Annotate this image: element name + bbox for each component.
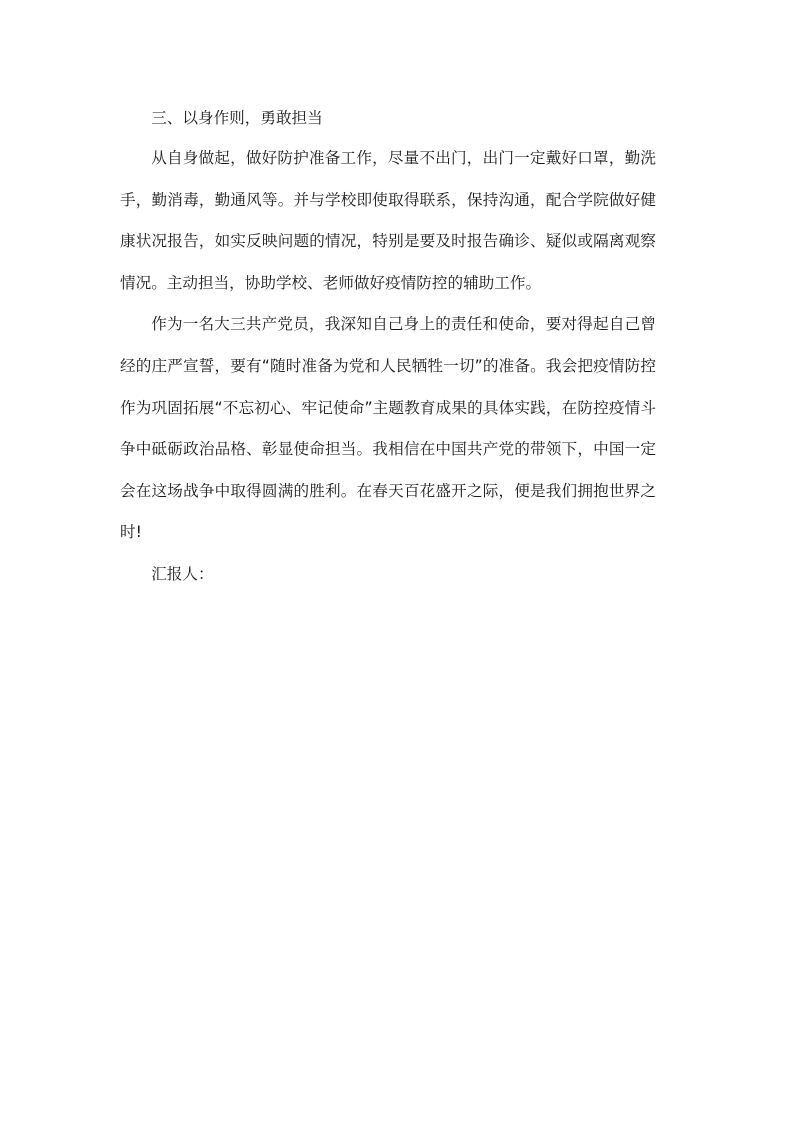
reporter-label: 汇报人： [151,564,214,583]
section-heading: 三、以身作则，勇敢担当 [151,109,323,127]
document-body [120,102,656,596]
paragraph-party-member-responsibility: 作为一名大三共产党员，我深知自己身上的责任和使命，要对得起自己曾经的庄严宣誓，要有“随时准备为党和人民牺牲一切”的准备。我会把疫情防控作为巩固拓展“不忘初心、牢记使命”主题教育成果的具体实践，在防控疫情斗争中砥砺政治品格、彰显使命担当。我相信在中国共产党的带领下，中国一定会在这场战争中取得圆满的胜利。在春天百花盛开之际，便是我们拥抱世界之时! [120,315,656,542]
paragraph-self-protection: 从自身做起，做好防护准备工作，尽量不出门，出门一定戴好口罩，勤洗手，勤消毒，勤通风等。并与学校即使取得联系，保持沟通，配合学院做好健康状况报告，如实反映问题的情况，特别是要及时报告确诊、疑似或隔离观察情况。主动担当，协助学校、老师做好疫情防控的辅助工作。 [120,149,656,292]
